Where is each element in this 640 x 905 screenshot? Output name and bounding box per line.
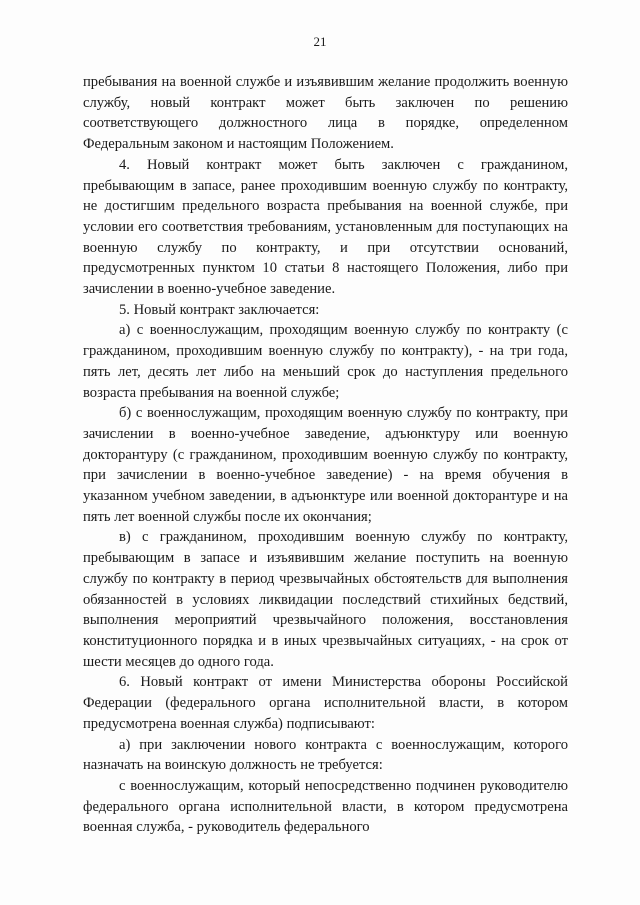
paragraph-item-4: 4. Новый контракт может быть заключен с гражданином, пребывающим в запасе, ранее проходившим военную службу по контракту, не достигшим предельного возраста пребывания на военной службе, при условии его соответствия требованиям, установленным для поступающих на военную службу по контракту, и при отсутствии оснований, предусмотренных пунктом 10 статьи 8 настоящего Положения, либо при зачислении в военно-учебное заведение. (83, 156, 568, 298)
paragraph-item-5a: а) с военнослужащим, проходящим военную службу по контракту (с гражданином, проходившим военную службу по контракту), - на три года, пять лет, десять лет либо на меньший срок до наступления предельного возраста пребывания на военной службе; (83, 322, 568, 401)
document-body (83, 72, 568, 838)
paragraph-continuation: пребывания на военной службе и изъявившим желание продолжить военную службу, новый контракт может быть заключен по решению соответствующего должностного лица в порядке, определенном Федеральным законом и настоящим Положением. (83, 74, 568, 153)
paragraph-item-5: 5. Новый контракт заключается: (119, 301, 320, 318)
paragraph-item-5v: в) с гражданином, проходившим военную службу по контракту, пребывающим в запасе и изъявившим желание поступить на военную службу по контракту в период чрезвычайных обстоятельств для выполнения обязанностей в условиях ликвидации последствий стихийных бедствий, выполнения мероприятий чрезвычайного положения, восстановления конституционного порядка и в иных чрезвычайных ситуациях, - на срок от шести месяцев до одного года. (83, 529, 568, 670)
paragraph-item-6a: а) при заключении нового контракта с военнослужащим, которого назначать на воинскую должность не требуется: (83, 736, 568, 774)
paragraph-item-6: 6. Новый контракт от имени Министерства обороны Российской Федерации (федерального органа исполнительной власти, в котором предусмотрена военная служба) подписывают: (83, 674, 568, 732)
paragraph-item-6a-sub: с военнослужащим, который непосредственно подчинен руководителю федерального органа исполнительной власти, в котором предусмотрена военная служба, - руководитель федерального (83, 777, 568, 836)
paragraph-item-5b: б) с военнослужащим, проходящим военную службу по контракту, при зачислении в военно-учебное заведение, адъюнктуру или военную докторантуру (с гражданином, проходившим военную службу по контракту, при зачислении в военно-учебное заведение) - на время обучения в указанном учебном заведении, в адъюнктуре или военной докторантуре и на пять лет военной службы после их окончания; (83, 405, 568, 525)
page-number: 21 (313, 34, 327, 49)
